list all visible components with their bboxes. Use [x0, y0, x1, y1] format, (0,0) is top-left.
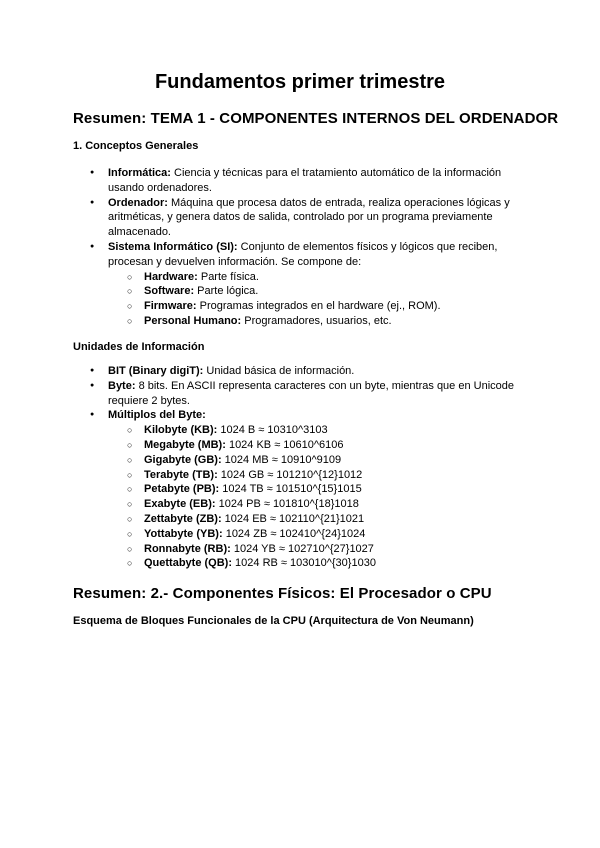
list-item: ● Múltiplos del Byte:	[73, 408, 533, 423]
conceptos-heading: 1. Conceptos Generales	[73, 140, 199, 152]
unidades-heading: Unidades de Información	[73, 341, 205, 353]
sub-list-item: ○ Zettabyte (ZB): 1024 EB ≈ 102110^{21}1021	[73, 512, 533, 527]
sub-list-item: ○ Personal Humano: Programadores, usuarios, etc.	[73, 314, 533, 329]
document-title: Fundamentos primer trimestre	[154, 71, 446, 93]
section1-heading: Resumen: TEMA 1 - COMPONENTES INTERNOS DEL ORDENADOR	[73, 110, 559, 127]
sub-list-item: ○ Yottabyte (YB): 1024 ZB ≈ 102410^{24}1024	[73, 527, 533, 542]
sub-list-item: ○ Quettabyte (QB): 1024 RB ≈ 103010^{30}1030	[73, 556, 533, 571]
list-item: ● Sistema Informático (SI): Conjunto de elementos físicos y lógicos que reciben, procesan y devuelven información. Se compone de:	[73, 240, 533, 270]
sub-list-item: ○ Ronnabyte (RB): 1024 YB ≈ 102710^{27}1027	[73, 542, 533, 557]
sub-list-item: ○ Kilobyte (KB): 1024 B ≈ 10310^3103	[73, 423, 533, 438]
sub-list-item: ○ Hardware: Parte física.	[73, 270, 533, 285]
section2-subheading: Esquema de Bloques Funcionales de la CPU (Arquitectura de Von Neumann)	[73, 615, 474, 627]
section2-heading: Resumen: 2.- Componentes Físicos: El Procesador o CPU	[73, 585, 492, 602]
sub-list-item: ○ Exabyte (EB): 1024 PB ≈ 101810^{18}1018	[73, 497, 533, 512]
sub-list-item: ○ Firmware: Programas integrados en el hardware (ej., ROM).	[73, 299, 533, 314]
sub-list-item: ○ Terabyte (TB): 1024 GB ≈ 101210^{12}1012	[73, 468, 533, 483]
list-item: ● BIT (Binary digiT): Unidad básica de información.	[73, 364, 533, 379]
list-item: ● Informática: Ciencia y técnicas para el tratamiento automático de la información usando ordenadores.	[73, 166, 533, 196]
sub-list-item: ○ Megabyte (MB): 1024 KB ≈ 10610^6106	[73, 438, 533, 453]
conceptos-list	[73, 166, 533, 329]
unidades-list	[73, 364, 533, 571]
list-item: ● Byte: 8 bits. En ASCII representa caracteres con un byte, mientras que en Unicode requiere 2 bytes.	[73, 379, 533, 409]
sub-list-item: ○ Software: Parte lógica.	[73, 284, 533, 299]
sub-list-item: ○ Petabyte (PB): 1024 TB ≈ 101510^{15}1015	[73, 482, 533, 497]
list-item: ● Ordenador: Máquina que procesa datos de entrada, realiza operaciones lógicas y aritméticas, y genera datos de salida, controlado por un programa previamente almacenado.	[73, 196, 533, 240]
sub-list-item: ○ Gigabyte (GB): 1024 MB ≈ 10910^9109	[73, 453, 533, 468]
